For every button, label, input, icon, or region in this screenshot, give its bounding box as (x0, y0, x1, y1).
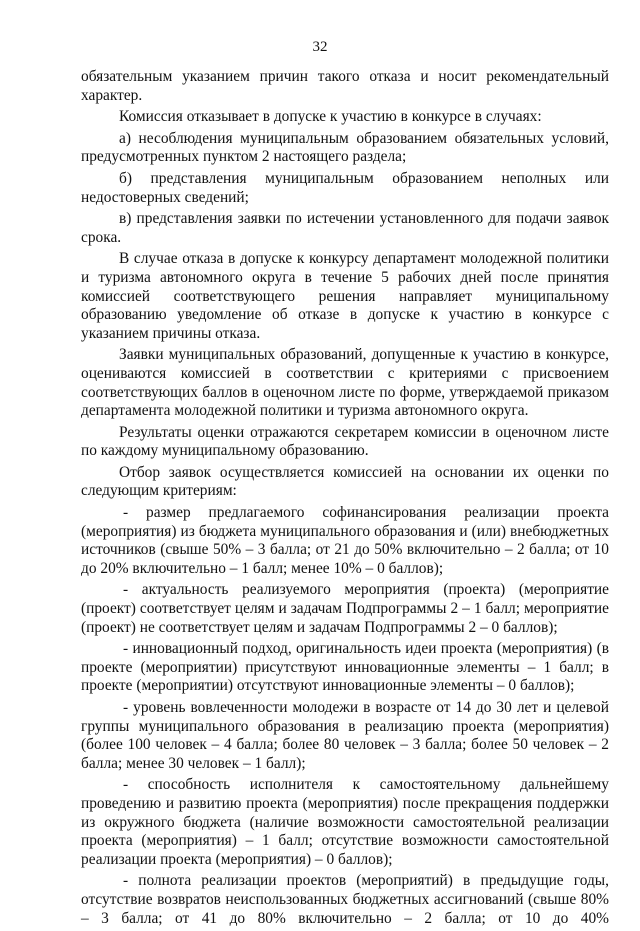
criterion-item: - полнота реализации проектов (мероприятий) в предыдущие годы, отсутствие возвратов неиспользованных бюджетных ассигнований (свыше 80% – 3 балла; от 41 до 80% включительно – 2 балла; от 10 до 40% (81, 872, 609, 927)
paragraph: Комиссия отказывает в допуске к участию в конкурсе в случаях: (119, 108, 542, 126)
paragraph: Отбор заявок осуществляется комиссией на основании их оценки по следующим критериям: (81, 463, 609, 500)
criterion-item: - способность исполнителя к самостоятельному дальнейшему проведению и развитию проекта (мероприятия) после прекращения поддержки из окружного бюджета (наличие возможности самостоятельной реализации проекта (мероприятия) – 1 балл; отсутствие возможности самостоятельной реализации проекта (мероприятия) – 0 баллов); (81, 776, 609, 868)
criterion-item: - размер предлагаемого софинансирования реализации проекта (мероприятия) из бюджета муниципального образования и (или) внебюджетных источников (свыше 50% – 3 балла; от 21 до 50% включительно – 2 балла; от 10 до 20% включительно – 1 балл; менее 10% – 0 баллов); (81, 504, 609, 577)
page-number: 32 (312, 39, 328, 55)
paragraph: б) представления муниципальным образованием неполных или недостоверных сведений; (81, 169, 609, 206)
paragraph: а) несоблюдения муниципальным образованием обязательных условий, предусмотренных пунктом 2 настоящего раздела; (81, 129, 609, 166)
document-body (81, 68, 609, 931)
paragraph: Результаты оценки отражаются секретарем комиссии в оценочном листе по каждому муниципальному образованию. (81, 423, 609, 460)
criterion-item: - уровень вовлеченности молодежи в возрасте от 14 до 30 лет и целевой группы муниципального образования в реализацию проекта (мероприятия) (более 100 человек – 4 балла; более 80 человек – 3 балла; более 50 человек – 2 балла; менее 30 человек – 1 балл); (81, 699, 609, 772)
paragraph: обязательным указанием причин такого отказа и носит рекомендательный характер. (81, 68, 609, 104)
paragraph: Заявки муниципальных образований, допущенные к участию в конкурсе, оцениваются комиссией в соответствии с критериями с присвоением соответствующих баллов в оценочном листе по форме, утверждаемой приказом департамента молодежной политики и туризма автономного округа. (81, 346, 609, 420)
paragraph: В случае отказа в допуске к конкурсу департамент молодежной политики и туризма автономного округа в течение 5 рабочих дней после принятия комиссией соответствующего решения направляет муниципальному образованию уведомление об отказе в допуске к участию в конкурсе с указанием причины отказа. (81, 250, 609, 342)
criterion-item: - инновационный подход, оригинальность идеи проекта (мероприятия) (в проекте (мероприятии) присутствуют инновационные элементы – 1 балл; в проекте (мероприятии) отсутствуют инновационные элементы – 0 баллов); (81, 640, 609, 695)
paragraph: в) представления заявки по истечении установленного для подачи заявок срока. (81, 210, 609, 246)
criterion-item: - актуальность реализуемого мероприятия (проекта) (мероприятие (проект) соответствует целям и задачам Подпрограммы 2 – 1 балл; мероприятие (проект) не соответствует целям и задачам Подпрограммы 2 – 0 баллов); (81, 581, 609, 636)
